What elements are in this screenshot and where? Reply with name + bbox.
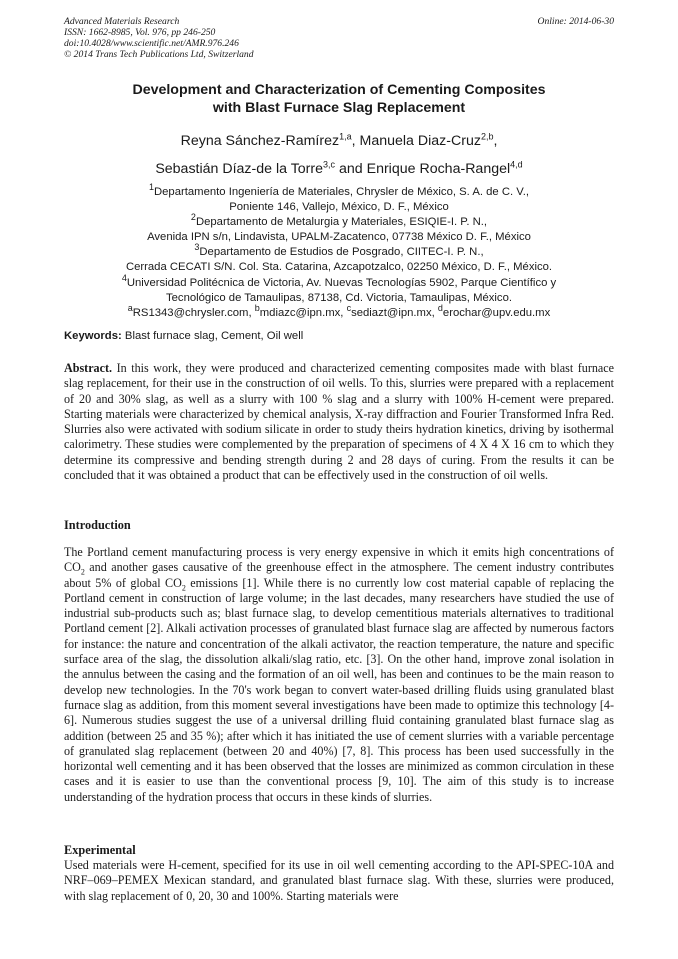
author-list: [64, 127, 614, 183]
paper-title: [64, 81, 614, 117]
experimental-paragraph: Used materials were H-cement, specified for its use in oil well cementing according to the API-SPEC-10A and NRF–069–PEMEX Mexican standard, and granulated blast furnace slag. With these, slurries were produced, with slag replacement of 0, 20, 30 and 100%. Starting materials were: [64, 858, 614, 903]
affil-marker: 1: [148, 182, 154, 193]
affil-marker: 2: [190, 212, 196, 223]
experimental-heading: Experimental: [64, 843, 136, 857]
intro-text: emissions [1]. While there is no currently low cost material capable of replacing the Portland cement in construction of large volume; in the last decades, many researchers have studied the use of industrial sub-products such as; blast furnace slag, to develop cementitious materials alternatives to traditional Portland cement [2]. Alkali activation processes of granulated blast furnace slag are affected by numerous factors for instance: the nature and concentration of the alkali activator, the reaction temperature, the nature and specific surface area of the slag, the dissolution alkali/slag ratio, etc. [3]. On the other hand, improve zonal isolation in the annulus between the casing and the formation of an oil well, has been and continues to be the main reason to develop new technologies. In the 70's work began to convert water-based drilling fluids using granulated blast furnace slag as addition, from this moment several investigations have been made to optimize this technology [4-6]. Numerous studies suggest the use of a universal drilling fluid containing granulated blast furnace slag as addition (between 25 and 35 %); after which it has initiated the use of cement slurries with a variable percentage of granulated slag replacement (between 20 and 40%) [7, 8]. This process has been used successfully in the horizontal well cementing and it has been observed that the losses are minimized as common circulation in these cases and it is easier to use than the conventional process [9, 10]. The aim of this study is to increase understanding of the hydration process that occurs in these kinds of slurries.: [64, 575, 615, 804]
intro-text: The Portland cement manufacturing process is very energy expensive in which it emits high concentrations of CO: [64, 545, 614, 575]
email-address: RS1343@chrysler.com,: [132, 306, 255, 319]
abstract: [64, 361, 614, 483]
keywords-label: Keywords:: [64, 330, 122, 342]
author-name: Sebastián Díaz-de la Torre: [155, 161, 324, 177]
keywords: [64, 329, 614, 344]
email-address: mdiazc@ipn.mx,: [259, 306, 347, 319]
author-name: Enrique Rocha-Rangel: [366, 161, 511, 177]
affiliation-line: Poniente 146, Vallejo, México, D. F., México: [229, 201, 449, 214]
keywords-text: Blast furnace slag, Cement, Oil well: [121, 330, 304, 342]
author-separator: ,: [351, 133, 360, 149]
affiliation-line: Avenida IPN s/n, Lindavista, UPALM-Zacatenco, 07738 México D. F., México: [147, 231, 531, 244]
copyright-line: © 2014 Trans Tech Publications Ltd, Switzerland: [64, 49, 254, 60]
issn-line: ISSN: 1662-8985, Vol. 976, pp 246-250: [64, 27, 216, 38]
affil-text: Departamento Ingeniería de Materiales, Chrysler de México, S. A. de C. V.,: [153, 186, 530, 198]
affil-text: Departamento de Metalurgia y Materiales, ESIQIE-I. P. N.,: [195, 216, 488, 229]
author-affil-marker: 2,b: [480, 131, 494, 142]
intro-text: and another gases causative of the greenhouse effect in the atmosphere. The cement industry contributes about 5% of global CO: [64, 560, 614, 590]
author-affil-marker: 3,c: [323, 159, 336, 170]
email-marker: b: [254, 302, 260, 313]
author-name: Reyna Sánchez-Ramírez: [180, 133, 340, 149]
affiliations: [64, 182, 614, 321]
author-separator: and: [335, 161, 367, 177]
affil-text: Universidad Politécnica de Victoria, Av. Nuevas Tecnologías 5902, Parque Científico y: [126, 276, 557, 289]
abstract-text: In this work, they were produced and characterized cementing composites made with blast furnace slag replacement, for their use in the construction of oil wells. To this, slurries were prepared with a replacement of 20 and 30% slag, as well as a slurry with 100 % slag and a slurry with 100% H-cement were prepared. Starting materials were characterized by chemical analysis, X-ray diffraction and Fourier Transformed Infra Red. Slurries also were activated with sodium silicate in order to study theirs hydration kinetics, driving by isothermal calorimetry. These studies were complemented by the preparation of specimens of 4 X 4 X 16 cm to which they determine its compressive and bending strength during 2 and 28 days of curing. From the results it can be concluded that it was obtained a product that can be effectively used in the construction of oil wells.: [64, 361, 614, 483]
abstract-label: Abstract.: [64, 361, 113, 375]
affil-marker: 4: [121, 272, 127, 283]
running-header: [64, 16, 254, 60]
author-name: Manuela Diaz-Cruz: [359, 133, 481, 149]
journal-name: Advanced Materials Research: [64, 16, 180, 27]
subscript: 2: [181, 583, 186, 592]
email-marker: a: [127, 302, 133, 313]
affiliation-line: [64, 242, 614, 260]
affiliation-line: [64, 182, 614, 200]
title-line-1: Development and Characterization of Cementing Composites: [132, 82, 546, 98]
introduction-heading: Introduction: [64, 518, 131, 532]
email-marker: c: [346, 302, 352, 313]
affiliation-line: [64, 272, 614, 291]
email-address: erochar@upv.edu.mx: [442, 306, 551, 319]
affiliation-line: [64, 212, 614, 230]
title-line-2: with Blast Furnace Slag Replacement: [212, 100, 466, 116]
affil-text: Departamento de Estudios de Posgrado, CIITEC-I. P. N.,: [199, 246, 484, 259]
subscript: 2: [80, 567, 85, 577]
email-address: sediazt@ipn.mx,: [351, 306, 438, 319]
affiliation-line: Tecnológico de Tamaulipas, 87138, Cd. Victoria, Tamaulipas, México.: [165, 291, 512, 304]
introduction-paragraph: [64, 545, 614, 805]
author-separator: ,: [493, 133, 498, 149]
online-date: Online: 2014-06-30: [537, 16, 614, 27]
author-affil-marker: 1,a: [339, 131, 352, 142]
authors-line-2: [64, 155, 614, 183]
doi-line: doi:10.4028/www.scientific.net/AMR.976.246: [64, 38, 239, 49]
affiliation-line: Cerrada CECATI S/N. Col. Sta. Catarina, Azcapotzalco, 02250 México, D. F., México.: [125, 261, 553, 274]
affil-marker: 3: [194, 242, 200, 253]
email-marker: d: [437, 302, 443, 313]
email-line: [64, 302, 614, 321]
authors-line-1: [64, 127, 614, 155]
author-affil-marker: 4,d: [510, 159, 523, 170]
